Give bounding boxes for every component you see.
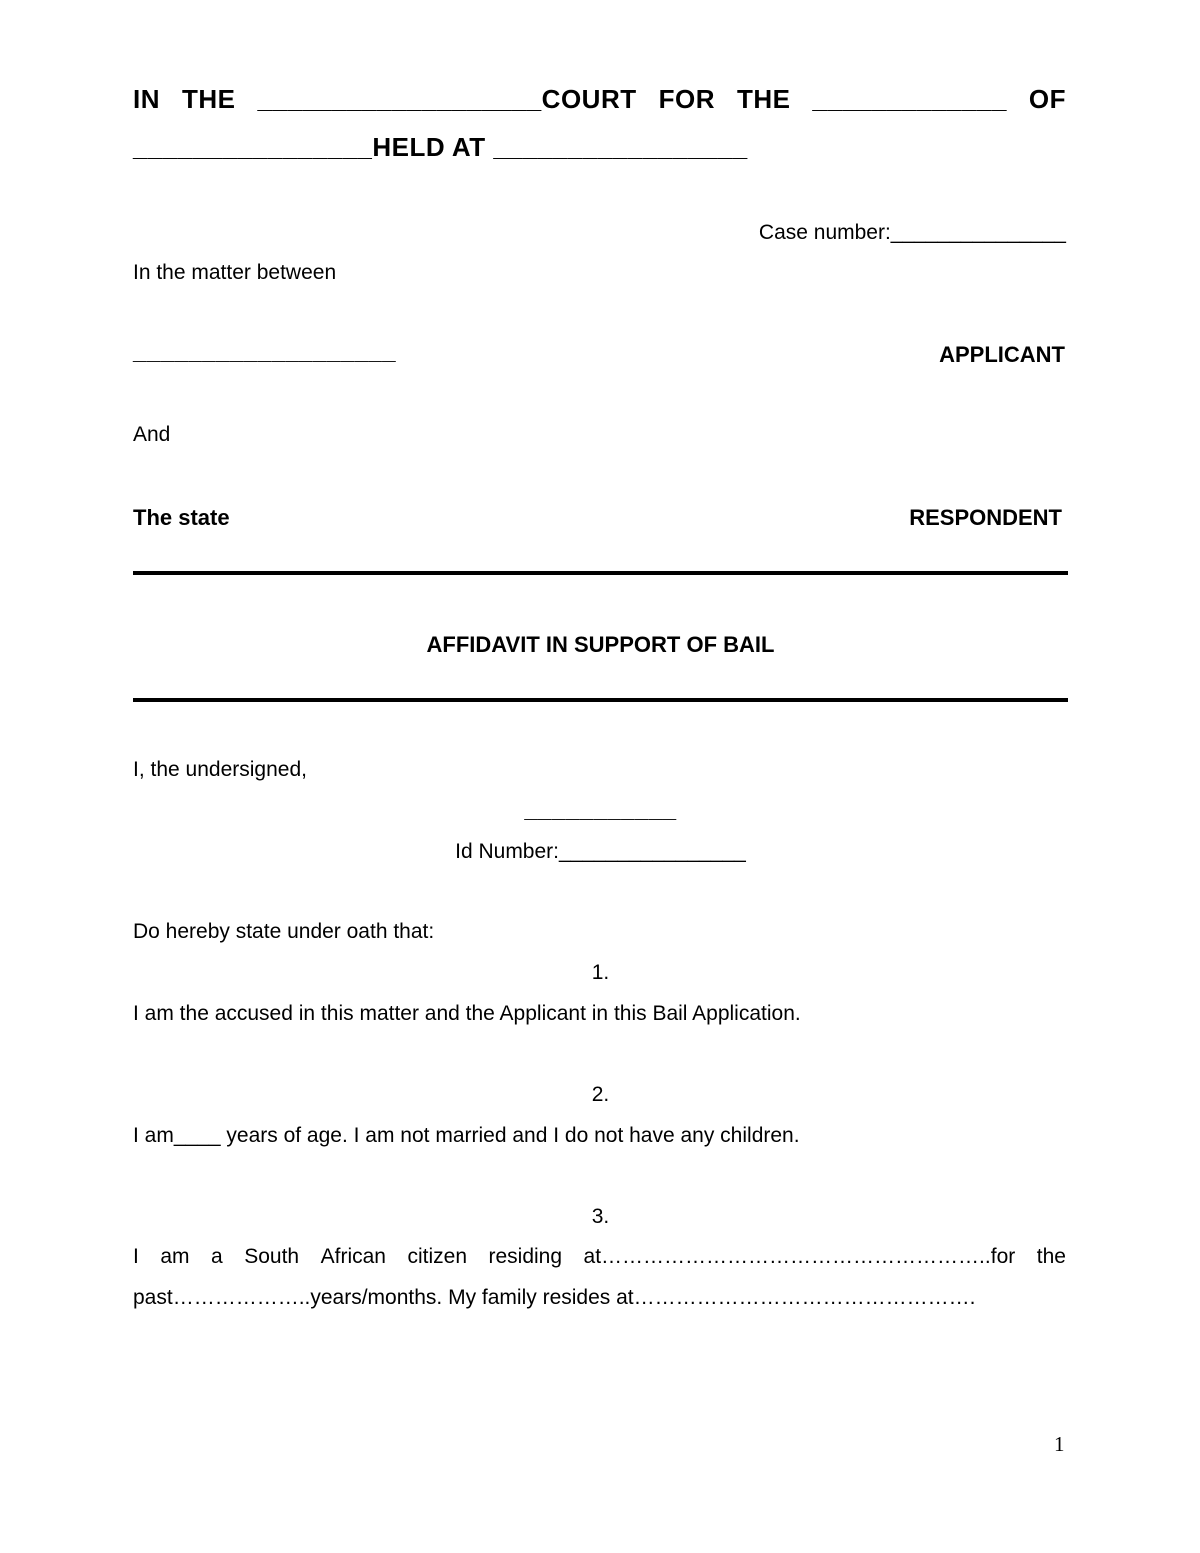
paragraph-word: citizen — [407, 1245, 467, 1268]
court-name-blank[interactable]: ___________________COURT — [257, 84, 637, 114]
paragraph-word: a — [211, 1245, 223, 1268]
deponent-name-blank[interactable]: ___________ — [524, 796, 677, 823]
header-word: IN — [133, 84, 160, 114]
page-number: 1 — [1054, 1432, 1065, 1456]
paragraph-number: 1. — [591, 961, 610, 984]
paragraph-number: 3. — [591, 1205, 610, 1228]
title-bottom-rule — [133, 698, 1068, 702]
document-title: AFFIDAVIT IN SUPPORT OF BAIL — [426, 632, 775, 657]
paragraph-text-line-1[interactable] — [133, 1245, 1066, 1269]
paragraph-word: I — [133, 1245, 139, 1268]
paragraph-word: African — [320, 1245, 386, 1268]
header-word: THE — [181, 84, 236, 114]
undersigned-text: I, the undersigned, — [133, 758, 307, 781]
header-word: FOR — [658, 84, 715, 114]
applicant-name-blank[interactable]: ___________________ — [133, 338, 397, 365]
paragraph-text-line-2[interactable]: past………………..years/months. My family resides at…………………………………………. — [133, 1286, 976, 1309]
matter-between-text: In the matter between — [133, 261, 337, 284]
id-number-field[interactable]: Id Number:________________ — [455, 840, 746, 863]
paragraph-word: residing — [488, 1245, 563, 1268]
paragraph-text: I am the accused in this matter and the Applicant in this Bail Application. — [133, 1002, 801, 1025]
respondent-label: RESPONDENT — [909, 505, 1062, 530]
paragraph-text[interactable]: I am____ years of age. I am not married and I do not have any children. — [133, 1124, 800, 1147]
court-header-line-2[interactable]: ________________HELD AT _________________ — [133, 132, 748, 162]
header-word: THE — [736, 84, 791, 114]
court-header-line-1 — [133, 84, 1066, 115]
court-region-blank[interactable]: _____________ — [812, 84, 1007, 114]
address-blank[interactable]: at………………………………………………..for — [583, 1245, 1016, 1268]
respondent-name: The state — [133, 505, 230, 530]
title-top-rule — [133, 571, 1068, 575]
oath-intro-text: Do hereby state under oath that: — [133, 920, 435, 943]
paragraph-word: the — [1036, 1245, 1066, 1268]
header-word: OF — [1028, 84, 1066, 114]
case-number-field[interactable]: Case number:_______________ — [758, 221, 1066, 244]
and-text: And — [133, 423, 171, 446]
applicant-label: APPLICANT — [939, 342, 1065, 367]
paragraph-word: am — [160, 1245, 190, 1268]
paragraph-word: South — [244, 1245, 300, 1268]
paragraph-number: 2. — [591, 1083, 610, 1106]
